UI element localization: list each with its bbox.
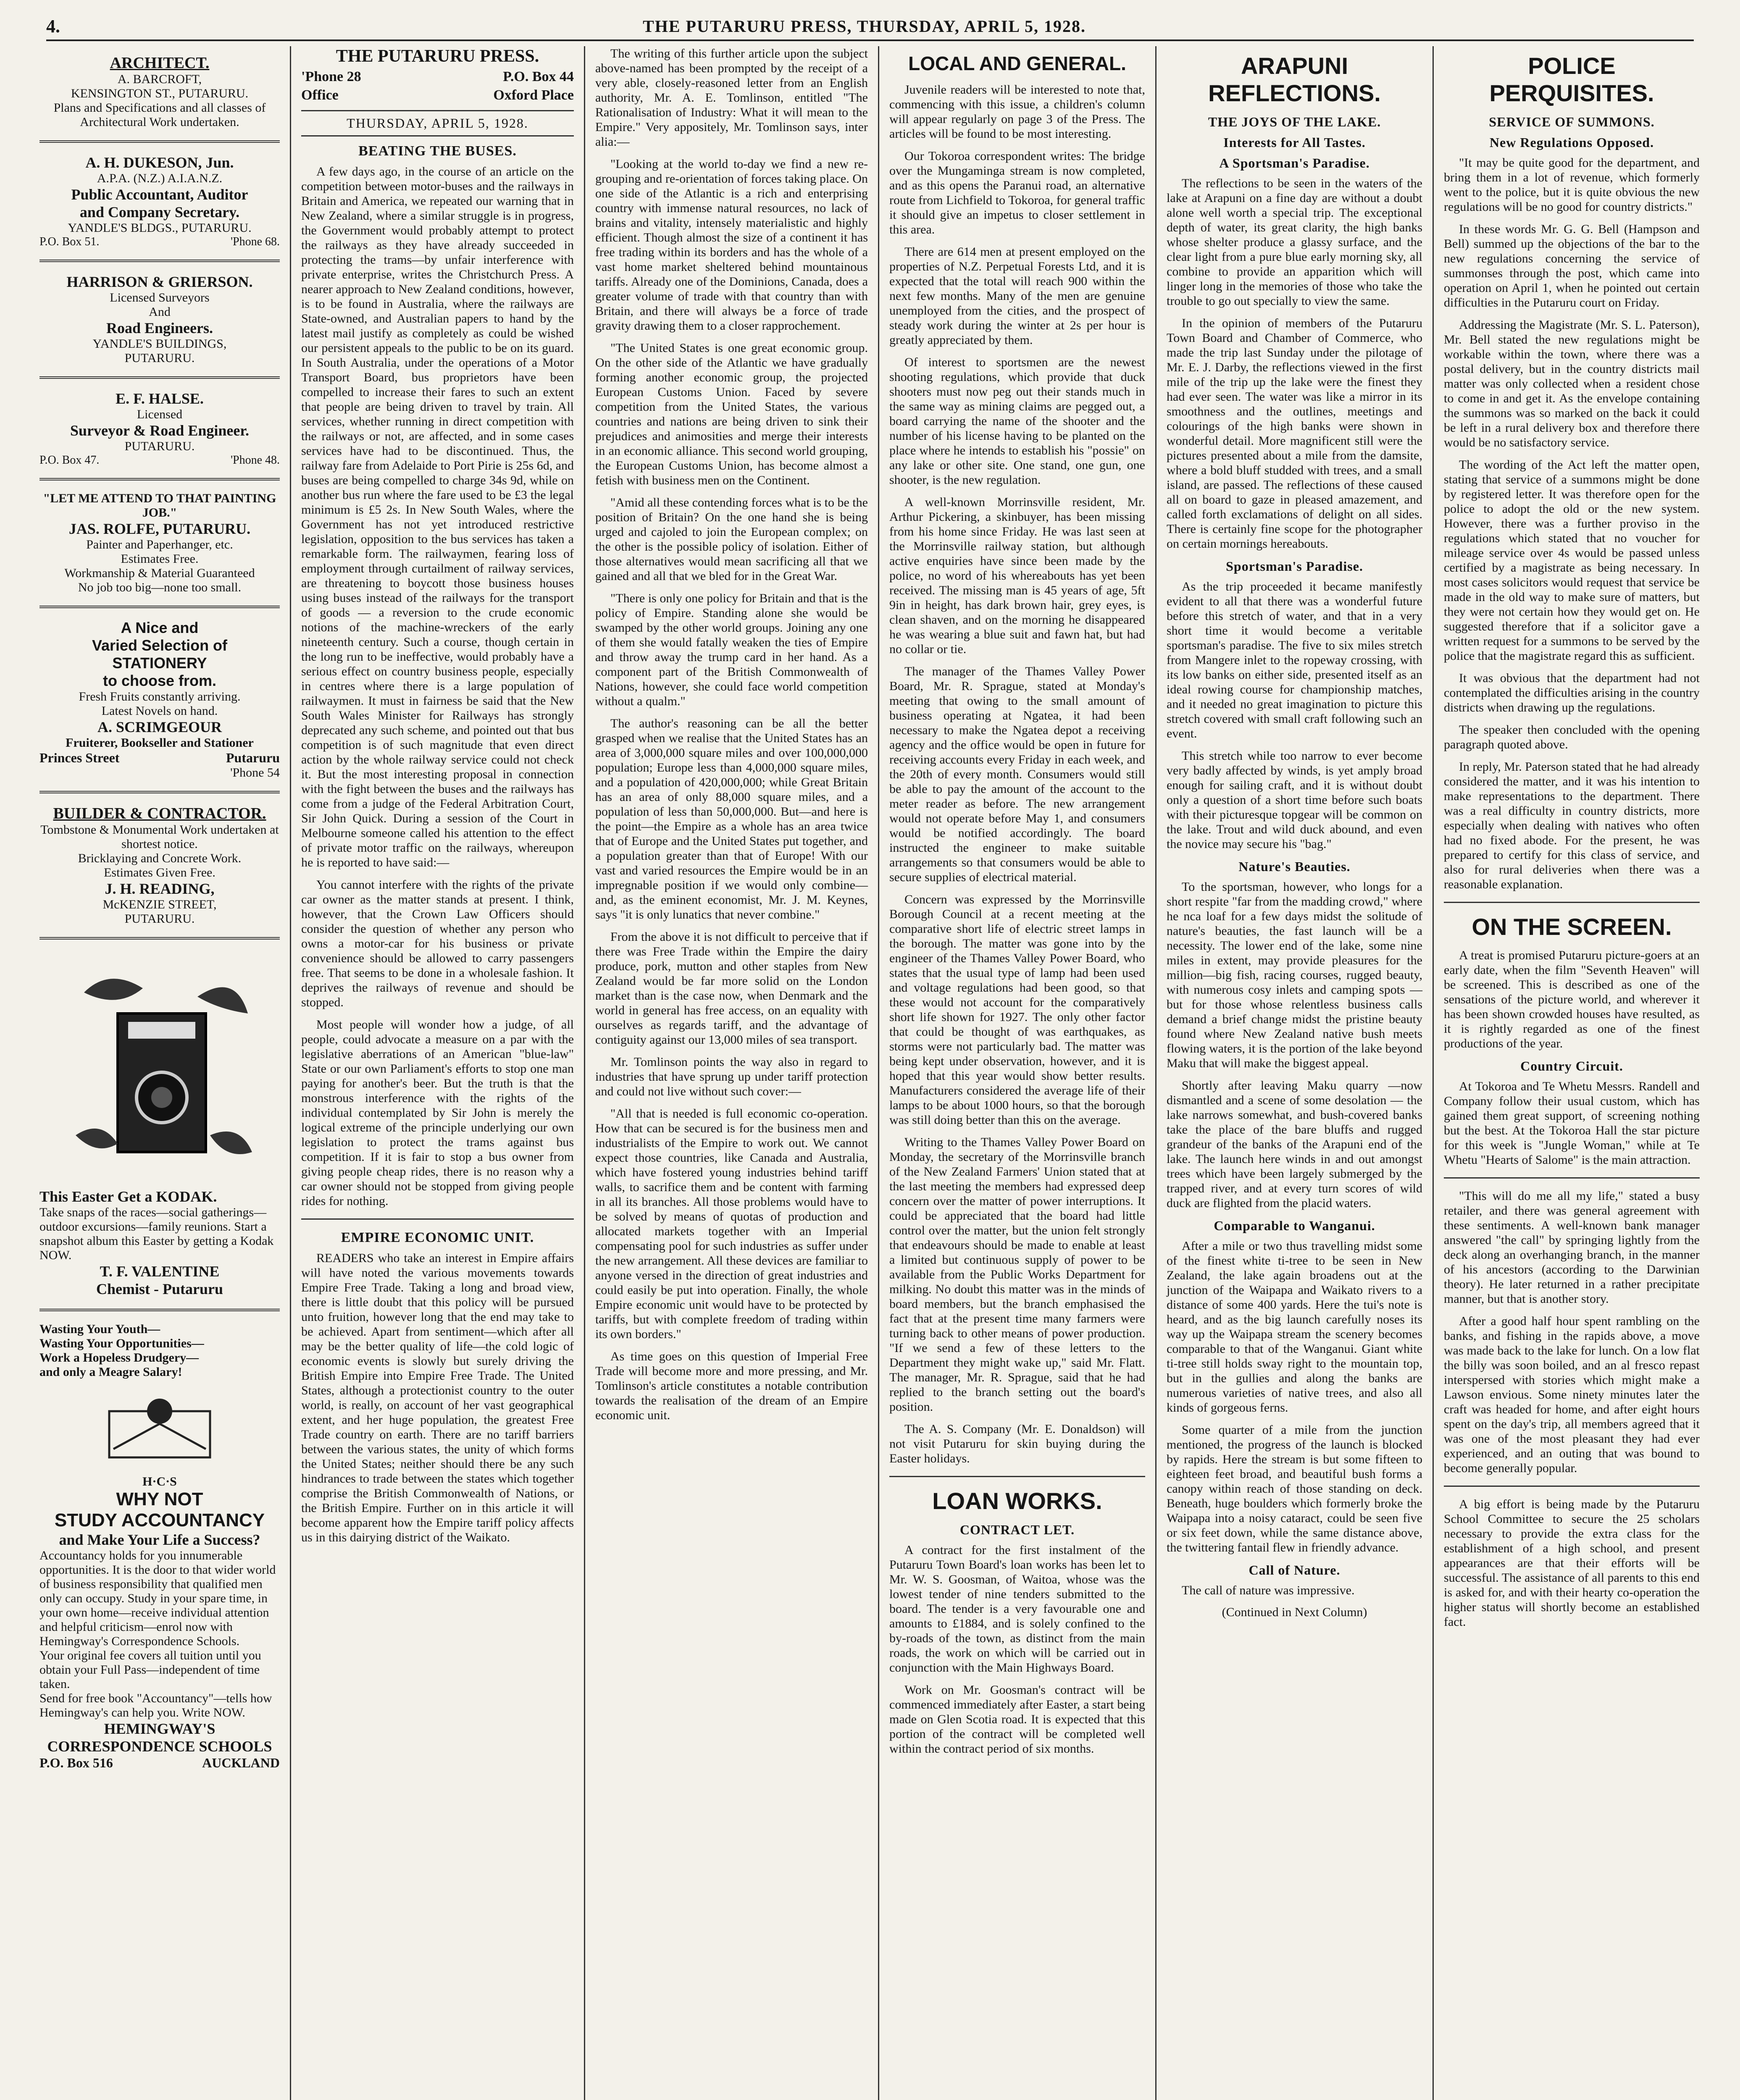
masthead-line: THE PUTARURU PRESS, THURSDAY, APRIL 5, 1928.: [643, 16, 1086, 36]
ad-line: Estimates Given Free.: [104, 866, 216, 879]
ad-street: Princes Street: [39, 750, 120, 765]
page-number: 4.: [46, 16, 60, 37]
ad-heading: ARCHITECT.: [110, 54, 210, 72]
office-value: Oxford Place: [493, 87, 574, 103]
ad-line: Tombstone & Monumental Work undertaken at shortest notice.: [40, 823, 279, 851]
ad-line: A Nice and: [121, 619, 199, 636]
ad-box: P.O. Box 47.: [39, 454, 100, 467]
paragraph: This stretch while too narrow to ever become very badly affected by winds, is yet amply broad enough for sailing craft, and it is without doubt only a question of a short time before such boats with their picturesque topgear will be common on the lake. Trout and wild duck abound, and even the novice may secure his "bag.": [1167, 749, 1422, 851]
ad-body: Send for free book "Accountancy"—tells how Hemingway's can help you. Write NOW.: [39, 1691, 272, 1719]
paragraph: There are 614 men at present employed on the properties of N.Z. Perpetual Forests Ltd, and it is expected that the total will reach 900 within the next few months. Many of the men are genuine unemployed from the cities, and the prospect of steady work during the winter at 2s per hour is greatly appreciated by them.: [889, 245, 1145, 347]
ad-town: PUTARURU.: [124, 439, 195, 453]
article-title: BEATING THE BUSES.: [358, 143, 517, 159]
ad-name: A. BARCROFT,: [117, 72, 202, 86]
kodak-camera-illustration: [59, 959, 260, 1177]
paragraph: The author's reasoning can be all the better grasped when we realise that the United States has an area of 3,000,000 square miles and over 100,000,000 population; Europe less than 4,000,000 square miles, and a population of 420,000,000; while Great Britain has an area of only 88,000 square miles, and a population of less than 50,000,000. But—and here is the point—the Empire as a whole has an area twice that of Europe and the United States put together, and a population greater than that of Europe! With our vast and varied resources the Empire would be in an impregnable position if we would only combine—and, as the eminent economist, Mr. J. M. Keynes, says "it is only lunatics that never combine.": [595, 717, 868, 921]
ad-line: Surveyor & Road Engineer.: [70, 422, 250, 439]
ad-heading: WHY NOT: [116, 1489, 203, 1509]
ad-builder: [39, 804, 280, 926]
ad-heading: STUDY ACCOUNTANCY: [54, 1510, 265, 1530]
ad-name: J. H. READING,: [105, 880, 215, 897]
paragraph: Our Tokoroa correspondent writes: The bridge over the Mungaminga stream is now completed, and as this opens the Paranui road, an alternative route from Lichfield to Tokoroa, for general traffic it should give an impetus to closer settlement in this area.: [889, 149, 1145, 236]
hcs-logo-text: H·C·S: [142, 1475, 177, 1488]
ad-line: Latest Novels on hand.: [101, 704, 218, 718]
ad-scrimgeour: [39, 619, 280, 780]
article-title: EMPIRE ECONOMIC UNIT.: [341, 1230, 534, 1245]
ad-hemingway: [39, 1322, 280, 1771]
section-heading: Country Circuit.: [1520, 1058, 1623, 1074]
paragraph: Of interest to sportsmen are the newest shooting regulations, which provide that duck shooters must now peg out their stands much in the same way as mining claims are pegged out, a board carrying the name of the shooter and the number of his license having to be planted on the place where he intends to establish his "possie" on any lake or other site. One stand, one gun, one shooter, is the new regulation.: [889, 355, 1145, 487]
paper-name: THE PUTARURU PRESS.: [336, 47, 539, 66]
ad-phone: 'Phone 54: [230, 766, 280, 780]
paragraph: "Looking at the world to-day we find a new re-grouping and re-orientation of forces taking place. On one side of the Atlantic is a rich and enterprising country with immense natural resources, no lack of brains and vitality, intensely materialistic and highly efficient. Though almost the size of a continent it has free trading within its borders and has the whole of a vast home market sheltered behind mountainous tariffs. Already one of the Dominions, Canada, does a greater volume of trade with that country than with Britain, and there will always be a force of trade gravity drawing them to a closer rapprochement.: [595, 157, 868, 333]
ad-line: Wasting Your Youth—: [39, 1322, 160, 1336]
paragraph: As time goes on this question of Imperial Free Trade will become more and more pressing, and Mr. Tomlinson's article constitutes a notable contribution towards the realisation of the dream of an Empire economic unit.: [595, 1349, 868, 1422]
continued-note: (Continued in Next Column): [1222, 1605, 1367, 1619]
article-title: POLICE PERQUISITES.: [1489, 52, 1654, 106]
paragraph: Shortly after leaving Maku quarry —now dismantled and a scene of some desolation — the lake narrows somewhat, and bush-covered banks take the place of the bare bluffs and rugged grandeur of the banks of the Arapuni end of the lake. The launch here winds in and out amongst trees which have been largely submerged by the trapped river, and at every turn scores of wild duck are flighted from the placid waters.: [1167, 1079, 1422, 1210]
ad-heading: BUILDER & CONTRACTOR.: [53, 805, 266, 822]
paragraph: In the opinion of members of the Putaruru Town Board and Chamber of Commerce, who made the trip last Sunday under the pilotage of Mr. E. J. Darby, the reflections viewed in the first mile of the trip up the lake were the finest they had ever seen. The water was like a mirror in its smoothness and the outlines, meetings and colourings of the high banks were shown in wonderful detail. More magnificent still were the pictures presented about a mile from the damsite, where a bold bluff studded with trees, and a small island, are passed. The reflections of these caused all on board to gaze in pleased amazement, and called forth exclamations of delight on all sides. There is certainly fine scope for the photographer on certain mornings hereabouts.: [1167, 316, 1422, 551]
ad-line: Bricklaying and Concrete Work.: [78, 851, 242, 865]
article-subtitle: Interests for All Tastes.: [1223, 135, 1366, 150]
ad-line: Licensed: [137, 407, 183, 421]
article-title: ARAPUNI REFLECTIONS.: [1208, 52, 1381, 106]
ad-box: P.O. Box 51.: [39, 235, 100, 248]
section-heading: Call of Nature.: [1248, 1562, 1340, 1578]
ad-role: Public Accountant, Auditor: [71, 186, 248, 203]
paragraph: "Amid all these contending forces what is to be the position of Britain? On the one hand she is being urged and cajoled to join the European complex; on the other is the possible policy of isolation. Either of those alternatives would mean sacrificing all that we gained and all that we bled for in the Great War.: [595, 496, 868, 583]
section-heading: Comparable to Wanganui.: [1214, 1218, 1375, 1233]
paragraph: You cannot interfere with the rights of the private car owner as the matter stands at present. I think, however, that the Crown Law Officers should consider the question of whether any person who owns a motor-car for his business or private convenience should be allowed to carry passengers free. That seems to be done in a wholesale fashion. It deprives the railways of revenue and should be stopped.: [301, 878, 574, 1009]
ad-halse: [39, 390, 280, 467]
ad-name: HARRISON & GRIERSON.: [66, 273, 253, 290]
paragraph: "All that is needed is full economic co-operation. How that can be secured is for the business men and industrialists of the Empire to work out. We cannot expect those countries, like Canada and Australia, which have fostered young industries behind tariff walls, to sacrifice them and be content with farming in all its branches. All those problems would have to be solved by means of quotas of production and allocated markets together with an Imperial compensating pool for such industries as suffer under the new arrangement. All these devices are familiar to anyone versed in the direction of great industries and could easily be put into operation. Finally, the whole Empire economic unit would have to be protected by tariffs, but with complete freedom of trading within its own borders.": [595, 1107, 868, 1341]
ad-address: KENSINGTON ST., PUTARURU.: [71, 87, 249, 100]
ad-town: PUTARURU.: [124, 912, 195, 926]
phone-value: P.O. Box 44: [503, 69, 574, 84]
paragraph: The manager of the Thames Valley Power Board, Mr. R. Sprague, stated at Monday's meeting that owing to the small amount of business operating at Ngatea, it had been necessary to make the Ngatea depot a receiving agency and the office would be open in future for receiving accounts every Friday in each week, and the 20th of every month. Consumers would still be able to pay the amount of the account to the meter reader as before. The new arrangement would not operate before May 1, and consumers would be notified accordingly. The board instructed the engineer to make suitable arrangements so that consumers would be able to secure supplies of electrical material.: [889, 664, 1145, 884]
paragraph: The A. S. Company (Mr. E. Donaldson) will not visit Putaruru for skin buying during the Easter holidays.: [889, 1422, 1145, 1465]
article-subtitle: CONTRACT LET.: [959, 1522, 1075, 1537]
paragraph: A few days ago, in the course of an article on the competition between motor-buses and the railways in Britain and America, we repeated our warning that in New Zealand, where a similar struggle is in progress, the Government would probably attempt to protect the railways as they have already succeeded in protecting the trams—by unfair interference with private enterprise, writes the Christchurch Press. A nearer approach to New Zealand conditions, however, is to be found in Australia, where the railways are State-owned, and Australian papers to hand by the latest mail justify as completely as could be wished our persistent appeals to the public to be on its guard. In South Australia, under the operations of a Motor Transport Board, bus proprietors have been compelled to increase their fares to such an extent that people are being driven to travel by train. All services, whether running in direct competition with the railways or not, are affected, and in some cases services have had to be discontinued. Thus, the railway fare from Adelaide to Port Pirie is 25s 6d, and buses are being compelled to charge 34s 9d, while on another bus run where the fare used to be £3 the legal minimum is £5 2s. In New South Wales, where the Government has not yet introduced restrictive legislation, opposition to the bus services has taken a remarkable form. The railwaymen, fearing loss of employment through curtailment of railway services, are threatening to boycott those business houses using buses instead of the railways for the transport of goods — a reversion to the crude economic notions of the machine-wreckers of the early nineteenth century. Such a course, though certain in the long run to be ineffective, would probably have a serious effect on country business people, especially in centres where there is a large population of railwaymen. It must in fairness be said that the New South Wales Minister for Railways has strongly deprecated any such scheme, and pointed out that bus competition is of such magnitude that even direct action by the whole railway service could not check it. But the most interesting proposal in connection with the fight between the buses and the railways has come from a judge of the Federal Arbitration Court, Sir John Quick. During a session of the Court in Melbourne someone called his attention to the effect of private motor traffic on the railways, whereupon he is reported to have said:—: [301, 165, 574, 869]
paragraph: The writing of this further article upon the subject above-named has been prompted by the receipt of a very able, closely-reasoned letter from an English authority, Mr. A. E. Tomlinson, entitled "The Rationalisation of Industry: What it will mean to the Empire." Very appositely, Mr. Tomlinson says, inter alia:—: [595, 47, 868, 149]
ad-address: YANDLE'S BLDGS., PUTARURU.: [68, 221, 252, 235]
ad-city: AUCKLAND: [202, 1755, 280, 1770]
ad-body: Plans and Specifications and all classes of Architectural Work undertaken.: [53, 101, 266, 129]
ad-line: Painter and Paperhanger, etc.: [86, 538, 233, 551]
ad-line: and only a Meagre Salary!: [39, 1365, 182, 1379]
paragraph: After a good half hour spent rambling on the banks, and fishing in the rapids above, a move was made back to the lake for lunch. On a low flat the billy was soon boiled, and an al fresco repast interspersed with stories which might make a Lawson envious. Some ninety minutes later the craft was headed for home, and after eight hours spent on the day's trip, all members agreed that it was one of the most pleasant they had ever experienced, and an outing that was bound to become generally popular.: [1444, 1314, 1700, 1475]
article-subtitle: A Sportsman's Paradise.: [1219, 155, 1370, 171]
paragraph: A big effort is being made by the Putaruru School Committee to secure the 25 scholars necessary to provide the extra class for the establishment of a high school, and present appearances are that their efforts will be successful. The assistance of all parents to this end is asked for, and with their hearty co-operation the higher status will shortly become an established fact.: [1444, 1497, 1700, 1629]
paragraph: Some quarter of a mile from the junction mentioned, the progress of the launch is blocked by rapids. Here the stream is but some fifteen to eighteen feet broad, and beautiful bush forms a canopy within reach of those standing on deck. Beneath, huge boulders which formerly broke the Waipapa into a noisy cataract, could be seen five or six feet down, while the same distance above, the twittering fantail flew in friendly advance.: [1167, 1423, 1422, 1554]
ad-address: YANDLE'S BUILDINGS,: [92, 337, 227, 351]
ad-name: CORRESPONDENCE SCHOOLS: [47, 1738, 272, 1755]
article-title: LOAN WORKS.: [932, 1488, 1102, 1514]
paragraph: A contract for the first instalment of the Putaruru Town Board's loan works has been let to Mr. W. S. Goosman, of Waitoa, whose was the lowest tender of nine tenders submitted to the board. The tender is a very favourable one and amounts to £1884, and is solely confined to the by-roads of the town, as distinct from the main roads, the work on which will be carried out in conjunction with the Main Highways Board.: [889, 1543, 1145, 1675]
arapuni-column: [1155, 46, 1432, 2100]
ad-architect: [39, 54, 280, 129]
paragraph: READERS who take an interest in Empire affairs will have noted the various movements towards Empire Free Trade. Taking a long and broad view, there is little doubt that this policy will be pursued unto fruition, however long that the end may take to be achieved. Apart from sentiment—which after all may be the better quality of life—the cold logic of economic events is slowly but surely driving the British Empire into Empire Free Trade. The United States, although a protectionist country to the outer world, is really, on account of her vast geographical extent, and her huge population, the greatest Free Trade country on earth. There are no tariff barriers between the various states, the unity of which forms the United States; neither should there be any such hindrances to trade between the states which together comprise the British Commonwealth of Nations, or the British Empire. Further on in this article it will become apparent how the Empire tariff policy affects us in this dairying district of the Waikato.: [301, 1251, 574, 1544]
hcs-logo-icon: [101, 1386, 218, 1466]
phone-label: 'Phone 28: [301, 69, 361, 84]
ad-line: Wasting Your Opportunities—: [39, 1336, 204, 1350]
paragraph: In these words Mr. G. G. Bell (Hampson and Bell) summed up the objections of the bar to the new regulations concerning the service of summonses through the post, which came into operation on April 1, when he pointed out certain difficulties in the Putaruru court on Friday.: [1444, 222, 1700, 310]
ad-line: Work a Hopeless Drudgery—: [39, 1351, 199, 1365]
ad-subheading: and Make Your Life a Success?: [59, 1531, 260, 1548]
ad-heading: This Easter Get a KODAK.: [39, 1188, 217, 1205]
ad-line: Road Engineers.: [106, 320, 213, 336]
ad-line: Licensed Surveyors: [110, 291, 210, 304]
ad-name: A. H. DUKESON, Jun.: [85, 154, 234, 171]
ad-role: Chemist - Putaruru: [96, 1281, 223, 1297]
ad-name: A. SCRIMGEOUR: [97, 719, 222, 735]
police-column: [1432, 46, 1710, 2100]
ad-kodak: [39, 950, 280, 1298]
paragraph: Concern was expressed by the Morrinsville Borough Council at a recent meeting at the comparative short life of electric street lamps in the borough. The matter was gone into by the engineer of the Thames Valley Power Board, who states that the usual type of lamp had been used and voltage regulations had been good, so that these would not account for the comparatively short life shown for 1927. The only other factor that could be thought of was earthquakes, as storms were not particularly bad. The matter was being kept under observation, however, and it is hoped that this year would show better results. Manufacturers considered the average life of their lamps to be about 1000 hours, so that the borough was still doing better than this on the average.: [889, 892, 1145, 1127]
ad-box: P.O. Box 516: [39, 1755, 113, 1770]
ads-column: [29, 46, 290, 2100]
article-title: ON THE SCREEN.: [1472, 914, 1672, 940]
paragraph: Work on Mr. Goosman's contract will be commenced immediately after Easter, a start being made on Glen Scotia road. It is expected that this portion of the contract will be completed well within the contract period of six months.: [889, 1683, 1145, 1756]
ad-address: McKENZIE STREET,: [103, 898, 217, 911]
paragraph: Writing to the Thames Valley Power Board on Monday, the secretary of the Morrinsville branch of the New Zealand Farmers' Union stated that at the last meeting the members had expressed deep concern over the matter of power interruptions. It could be appreciated that the board had little control over the matter, but the union felt strongly that endeavours should be made to enable at least a limited but continuous supply of power to be available from the Public Works Department for milking. No doubt this matter was in the minds of board members, but the branch emphasised the fact that at the present time many farmers were turning back to other means of power production. "If we send a few of these letters to the Department they might wake up," said Mr. Flatt. The manager, Mr. R. Sprague, said that he had replied to the branch setting out the board's position.: [889, 1135, 1145, 1414]
ad-line: Workmanship & Material Guaranteed: [64, 566, 255, 580]
ad-line: No job too big—none too small.: [78, 580, 242, 594]
article-subtitle: New Regulations Opposed.: [1489, 135, 1654, 150]
ad-phone: 'Phone 48.: [230, 454, 280, 467]
paragraph: Juvenile readers will be interested to note that, commencing with this issue, a children's column will appear regularly on page 3 of the Press. The articles will be found to be most interesting.: [889, 83, 1145, 141]
paragraph: Mr. Tomlinson points the way also in regard to industries that have sprung up under tariff protection and could not live without such cover:—: [595, 1055, 868, 1098]
ad-name: HEMINGWAY'S: [104, 1720, 216, 1737]
running-header: [46, 13, 1694, 41]
columns: [29, 46, 1710, 2100]
paragraph: From the above it is not difficult to perceive that if there was Free Trade within the Empire the dairy produce, pork, mutton and other staples from New Zealand would be far more solid on the London market than is the case now, when Denmark and the world in general has free access, on an equality with ourselves as regards tariff, and the advantage of contiguity against our 13,000 miles of sea transport.: [595, 930, 868, 1047]
paragraph: The reflections to be seen in the waters of the lake at Arapuni on a fine day are without a doubt alone well worth a special trip. The exceptional depth of water, its great clarity, the high banks whose shelter produce a glassy surface, and the clear light from a pure blue early morning sky, all combine to provide an apparition which will linger long in the memories of those who take the trouble to go out specially to view the same.: [1167, 176, 1422, 308]
ad-role: and Company Secretary.: [79, 204, 240, 220]
ad-name: T. F. VALENTINE: [100, 1263, 220, 1280]
paragraph: The wording of the Act left the matter open, stating that service of a summons might be done by registered letter. It was therefore open for the police to adopt the old or the new system. However, there was a further proviso in the regulations which stated that no voucher for mileage service over 4s would be passed unless certified by a magistrate as being necessary. In most cases solicitors would request that service be made in the old way to make sure of matters, but they were not certain how they would get on. He suggested therefore that if a solicitor gave a written request for a summons to be served by the police that the magistrate regard this as sufficient.: [1444, 458, 1700, 663]
ad-quote: "LET ME ATTEND TO THAT PAINTING JOB.": [43, 491, 276, 520]
ad-line: Estimates Free.: [121, 552, 199, 566]
ad-line: Fresh Fruits constantly arriving.: [79, 690, 241, 704]
paragraph: At Tokoroa and Te Whetu Messrs. Randell and Company follow their usual custom, which has gained them great support, of screening nothing but the best. At the Tokoroa Hall the star picture for this week is "Jungle Woman," while at Te Whetu "Hearts of Salome" is the main attraction.: [1444, 1079, 1700, 1167]
paragraph: Addressing the Magistrate (Mr. S. L. Paterson), Mr. Bell stated the new regulations might be workable within the town, where there was a postal delivery, but in the country districts mail matter was only collected when a resident chose to come in and get it. As the envelope containing the summons was so marked on the back it could be left in a rural delivery box and therefore there would be no satisfactory service.: [1444, 318, 1700, 449]
ad-line: Varied Selection of: [92, 637, 228, 654]
ad-name: E. F. HALSE.: [116, 390, 204, 407]
paragraph: After a mile or two thus travelling midst some of the finest white ti-tree to be seen in New Zealand, the lake again broadens out at the junction of the Waipapa and Waikato rivers to a distance of some 400 yards. Here the tui's note is heard, and as the big launch carefully noses its way up the Waipapa stream the scenery becomes comparable to that of the Wanganui. Giant white ti-tree still holds sway right to the mountain top, but in the gullies and along the banks are numerous varieties of native trees, and also all kinds of gorgeous ferns.: [1167, 1239, 1422, 1415]
empire-column: [584, 46, 878, 2100]
paragraph: It was obvious that the department had not contemplated the difficulties arising in the country districts when drawing up the regulations.: [1444, 671, 1700, 714]
paragraph: In reply, Mr. Paterson stated that he had already considered the matter, and it was his intention to make representations to the department. There was a real difficulty in country districts, more especially when dealing with natives who often had no fixed abode. For the present, he was prepared to certify for this class of service, and also for rural deliveries when there was a reasonable explanation.: [1444, 760, 1700, 891]
ad-line: And: [149, 305, 171, 319]
ad-rolfe: [39, 491, 280, 595]
ad-town: Putaruru: [226, 750, 280, 765]
ad-town: PUTARURU.: [124, 351, 195, 365]
paragraph: The speaker then concluded with the opening paragraph quoted above.: [1444, 723, 1700, 751]
paragraph: "It may be quite good for the department, and bring them in a lot of revenue, which formerly went to the police, but it is quite obvious the new regulations will be no good for country districts.": [1444, 156, 1700, 214]
paragraph: A treat is promised Putaruru picture-goers at an early date, when the film "Seventh Heaven" will be screened. This is described as one of the sensations of the picture world, and wherever it has been shown crowded houses have resulted, as it is rightly regarded as one of the finest productions of the year.: [1444, 948, 1700, 1050]
editorial-column: [290, 46, 584, 2100]
ad-trade: Fruiterer, Bookseller and Stationer: [66, 736, 254, 750]
ad-body: Accountancy holds for you innumerable opportunities. It is the door to that wider world of business responsibility that qualified men only can occupy. Study in your spare time, in your own home—receive individual attention and helpful criticism—enrol now with Hemingway's Correspondence Schools.: [39, 1549, 276, 1648]
article-subtitle: THE JOYS OF THE LAKE.: [1208, 114, 1381, 129]
ad-line: STATIONERY: [112, 654, 207, 672]
ad-harrison: [39, 273, 280, 365]
section-heading: Nature's Beauties.: [1238, 859, 1351, 874]
ad-line: to choose from.: [103, 672, 217, 689]
article-title: LOCAL AND GENERAL.: [908, 52, 1126, 74]
local-column: [878, 46, 1155, 2100]
paragraph: A well-known Morrinsville resident, Mr. Arthur Pickering, a skinbuyer, has been missing from his home since Friday. He was last seen at the Morrinsville railway station, but although active enquiries have since been made by the police, no word of his whereabouts has yet been received. The missing man is 45 years of age, 5ft 9in in height, has dark brown hair, grey eyes, is clean shaven, and on the morning he disappeared he was wearing a blue suit and fawn hat, but had no collar or tie.: [889, 495, 1145, 656]
office-label: Office: [301, 87, 339, 103]
ad-name: JAS. ROLFE, PUTARURU.: [68, 520, 251, 537]
paragraph: To the sportsman, however, who longs for a short respite "far from the madding crowd," where he nca loaf for a few days midst the solitude of nature's beauties, the fast launch will be a necessity. The lower end of the lake, some nine miles in extent, may provide pleasures for the million—big fish, racing courses, rugged beauty, with numerous cosy inlets and camping spots —but for those whose relentless business calls demand a brief change midst the pristine beauty found where New Zealand native bush meets flowing waters, it is the portion of the lake beyond Maku that will make the biggest appeal.: [1167, 880, 1422, 1070]
editorial-date: THURSDAY, APRIL 5, 1928.: [301, 110, 574, 136]
paragraph: The call of nature was impressive.: [1182, 1583, 1355, 1597]
section-heading: Sportsman's Paradise.: [1226, 559, 1363, 574]
ad-body: Your original fee covers all tuition until you obtain your Full Pass—independent of time taken.: [39, 1648, 261, 1691]
article-subtitle: SERVICE OF SUMMONS.: [1489, 114, 1655, 129]
ad-phone: 'Phone 68.: [230, 235, 280, 248]
editorial-masthead: [301, 46, 574, 103]
ad-dukeson: [39, 154, 280, 249]
paragraph: "This will do me all my life," stated a busy retailer, and there was general agreement with these sentiments. A well-known bank manager answered "the call" by springing lightly from the deck along an overhanging branch, in the manner of his ancestors (according to the Darwinian theory). He later returned in a rather precipitate manner, but that is another story.: [1444, 1189, 1700, 1306]
paragraph: "The United States is one great economic group. On the other side of the Atlantic we have gradually forming another economic group, the projected European Customs Union. Faced by severe competition from the United States, the various countries and nations are being driven to sink their prejudices and animosities and merge their interests in an economic alliance. This second world grouping, the European Customs Union, has become almost a fetish with business men on the Continent.: [595, 341, 868, 487]
paragraph: Most people will wonder how a judge, of all people, could advocate a measure on a par with the legislative aberrations of an American "blue-law" State or our own Parliament's efforts to stop one man paying for another's beer. But the truth is that the monstrous interference with the rights of the individual contemplated by Sir John is merely the logical extreme of the principle underlying our own legislation to protect the trams against bus competition. If it is fair to stop a bus owner from giving people cheap rides, there is no reason why a car owner should not be stopped from giving people rides for nothing.: [301, 1018, 574, 1208]
ad-quals: A.P.A. (N.Z.) A.I.A.N.Z.: [97, 171, 223, 185]
paragraph: As the trip proceeded it became manifestly evident to all that there was a wonderful future before this stretch of water, and that in a very short time it would become a veritable sportsman's paradise. The five to six miles stretch from Mangere inlet to the ropeway crossing, with its low banks on either side, presented itself as an ideal rowing course for championship matches, and it needed no great imagination to picture this stretch covered with small craft following such an event.: [1167, 580, 1422, 740]
paragraph: "There is only one policy for Britain and that is the policy of Empire. Standing alone she would be swamped by the other world groups. Joining any one of them she would fatally weaken the ties of Empire and throw away the trump card in her hand. As a component part of the British Commonwealth of Nations, however, she could face world competition without a qualm.": [595, 591, 868, 708]
ad-body: Take snaps of the races—social gatherings—outdoor excursions—family reunions. Start a snapshot album this Easter by getting a Kodak NOW.: [39, 1205, 274, 1262]
